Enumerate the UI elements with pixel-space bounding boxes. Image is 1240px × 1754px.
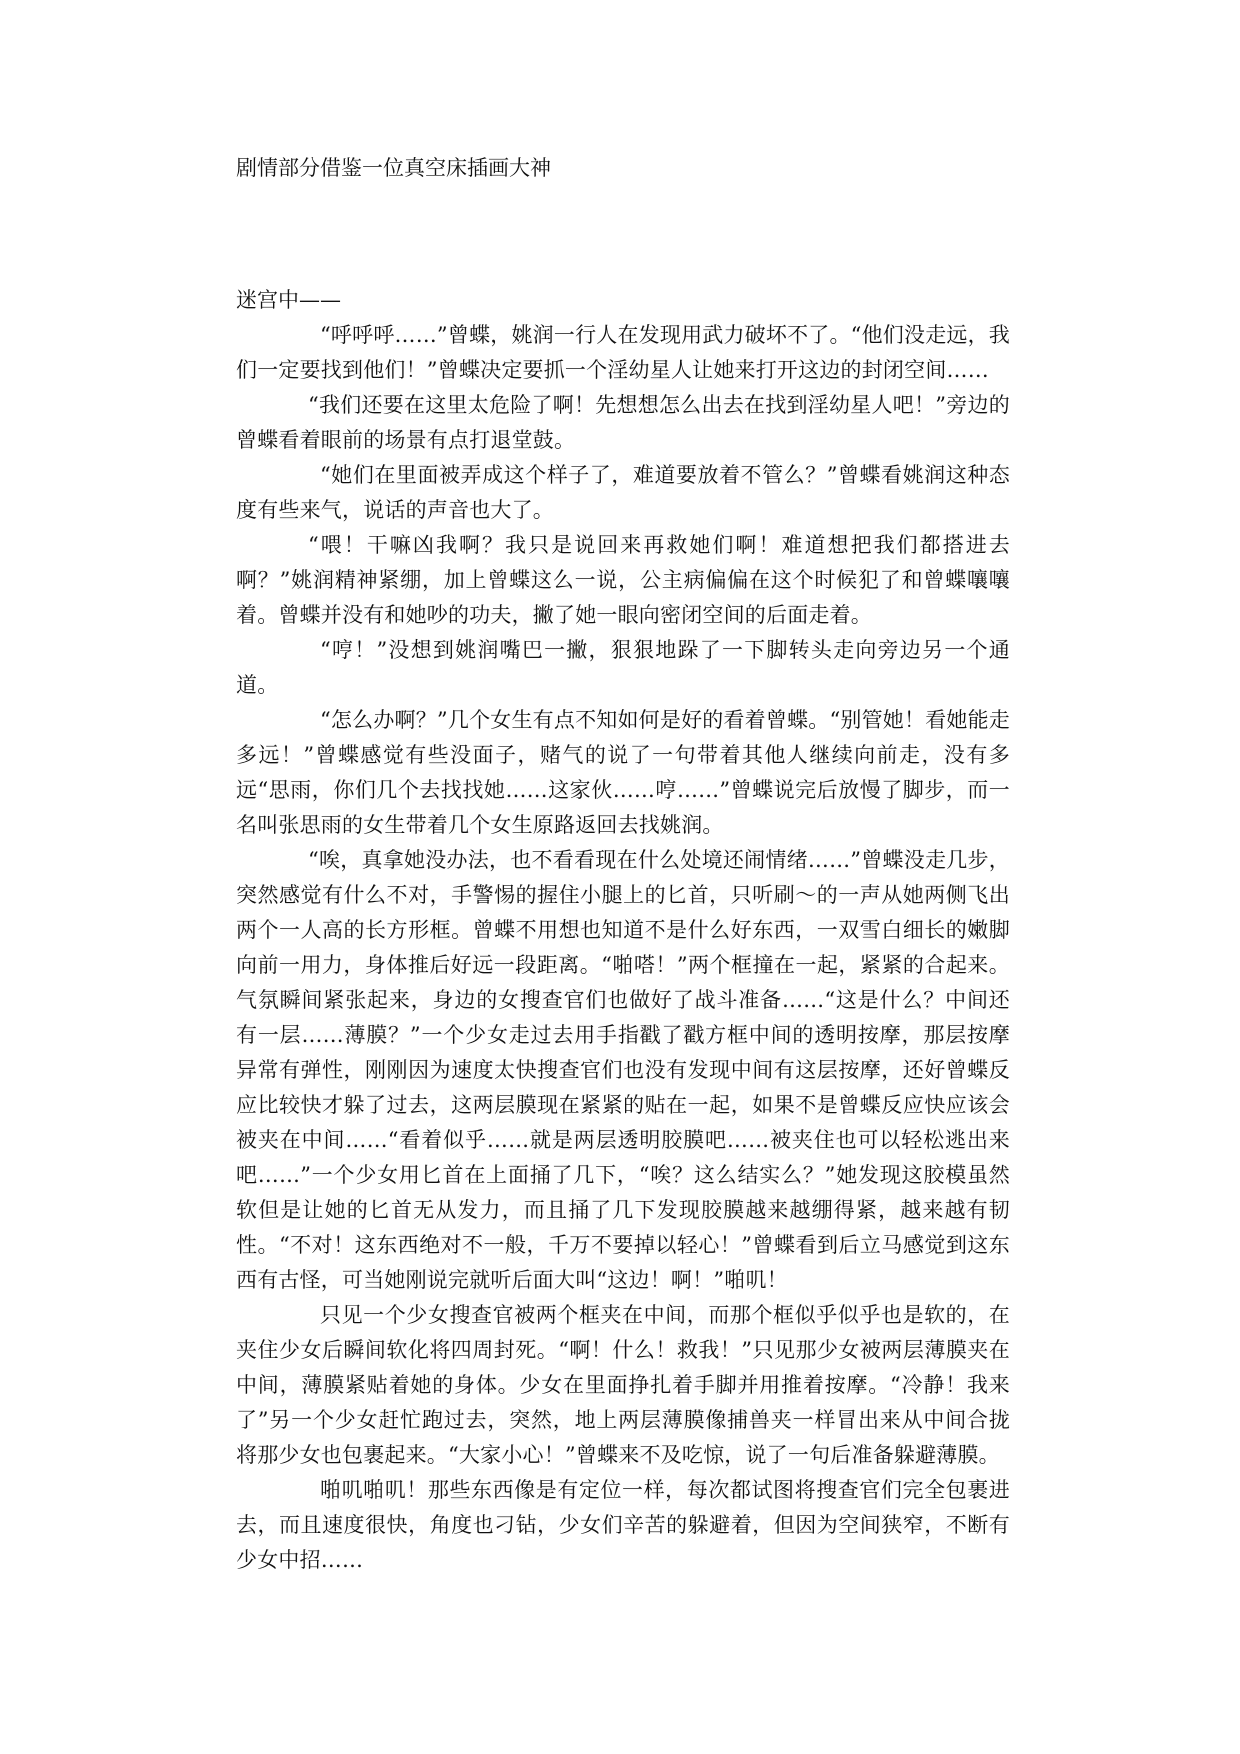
paragraph-7: “唉，真拿她没办法，也不看看现在什么处境还闹情绪……”曾蝶没走几步，突然感觉有什么不对，手警惕的握住小腿上的匕首，只听刷～的一声从她两侧飞出两个一人高的长方形框。曾蝶不用想也知道不是什么好东西，一双雪白细长的嫩脚向前一用力，身体推后好远一段距离。“啪嗒！”两个框撞在一起，紧紧的合起来。气氛瞬间紧张起来，身边的女搜查官们也做好了战斗准备……“这是什么？中间还有一层……薄膜？”一个少女走过去用手指戳了戳方框中间的透明按摩，那层按摩异常有弹性，刚刚因为速度太快搜查官们也没有发现中间有这层按摩，还好曾蝶反应比较快才躲了过去，这两层膜现在紧紧的贴在一起，如果不是曾蝶反应快应该会被夹在中间……“看着似乎……就是两层透明胶膜吧……被夹住也可以轻松逃出来吧……”一个少女用匕首在上面捅了几下，“唉？这么结实么？”她发现这胶模虽然软但是让她的匕首无从发力，而且捅了几下发现胶膜越来越绷得紧，越来越有韧性。“不对！这东西绝对不一般，千万不要掉以轻心！”曾蝶看到后立马感觉到这东西有古怪，可当她刚说完就听后面大叫“这边！啊！”啪叽！: [236, 848, 1010, 1292]
story-body: [236, 283, 1010, 1578]
paragraph-6: “怎么办啊？”几个女生有点不知如何是好的看着曾蝶。“别管她！看她能走多远！”曾蝶感觉有些没面子，赌气的说了一句带着其他人继续向前走，没有多远“思雨，你们几个去找找她……这家伙……哼……”曾蝶说完后放慢了脚步，而一名叫张思雨的女生带着几个女生原路返回去找姚润。: [236, 708, 1011, 837]
paragraph-3: “她们在里面被弄成这个样子了，难道要放着不管么？”曾蝶看姚润这种态度有些来气，说话的声音也大了。: [236, 463, 1010, 522]
paragraph-5: “哼！”没想到姚润嘴巴一撇，狠狠地跺了一下脚转头走向旁边另一个通道。: [236, 638, 1010, 697]
paragraph-1: “呼呼呼……”曾蝶，姚润一行人在发现用武力破坏不了。“他们没走远，我们一定要找到他们！”曾蝶决定要抓一个淫幼星人让她来打开这边的封闭空间……: [236, 323, 1011, 382]
paragraph-4: “喂！干嘛凶我啊？我只是说回来再救她们啊！难道想把我们都搭进去啊？”姚润精神紧绷，加上曾蝶这么一说，公主病偏偏在这个时候犯了和曾蝶嚷嚷着。曾蝶并没有和她吵的功夫，撇了她一眼向密闭空间的后面走着。: [236, 533, 1010, 627]
section-heading: 迷宫中——: [236, 288, 341, 312]
paragraph-9: 啪叽啪叽！那些东西像是有定位一样，每次都试图将搜查官们完全包裹进去，而且速度很快，角度也刁钻，少女们辛苦的躲避着，但因为空间狭窄，不断有少女中招……: [236, 1478, 1010, 1572]
paragraph-8: 只见一个少女搜查官被两个框夹在中间，而那个框似乎似乎也是软的，在夹住少女后瞬间软化将四周封死。“啊！什么！救我！”只见那少女被两层薄膜夹在中间，薄膜紧贴着她的身体。少女在里面挣扎着手脚并用推着按摩。“冷静！我来了”另一个少女赶忙跑过去，突然，地上两层薄膜像捕兽夹一样冒出来从中间合拢将那少女也包裹起来。“大家小心！”曾蝶来不及吃惊，说了一句后准备躲避薄膜。: [236, 1303, 1010, 1467]
header-note: 剧情部分借鉴一位真空床插画大神: [236, 156, 551, 180]
paragraph-2: “我们还要在这里太危险了啊！先想想怎么出去在找到淫幼星人吧！”旁边的曾蝶看着眼前的场景有点打退堂鼓。: [236, 393, 1010, 452]
